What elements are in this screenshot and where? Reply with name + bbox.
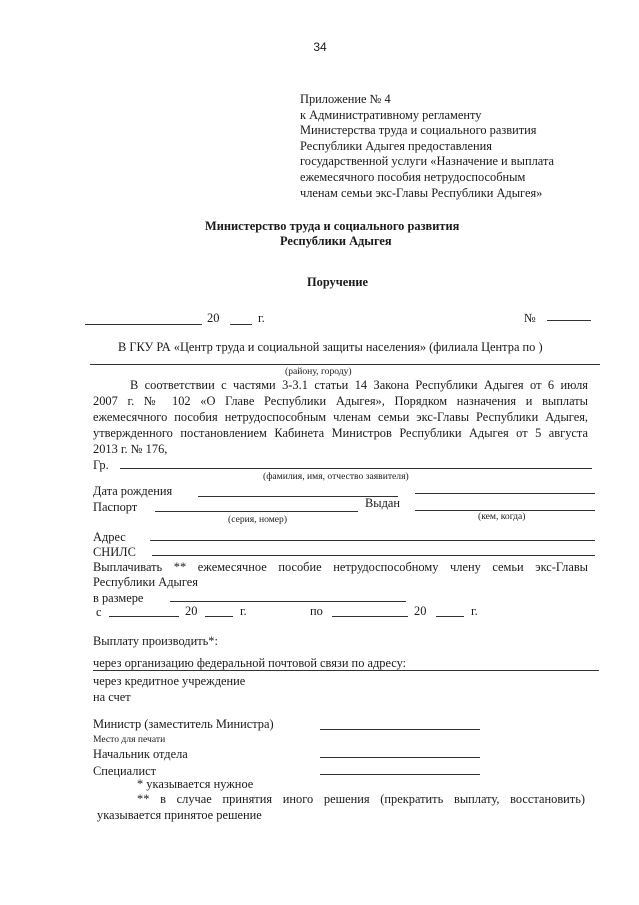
via-bank: через кредитное учреждение (93, 674, 246, 688)
payment-method-label: Выплату производить*: (93, 634, 218, 648)
minister-signature-field[interactable] (320, 729, 480, 730)
post-address-field[interactable] (93, 670, 599, 671)
appendix-block (300, 92, 554, 201)
issued-caption: (кем, когда) (478, 511, 526, 522)
payment-line-2: Республики Адыгея (93, 575, 198, 589)
amount-field[interactable] (170, 601, 406, 602)
minister-label: Министр (заместитель Министра) (93, 717, 274, 731)
period-to-label: по (310, 604, 323, 618)
body-line: В соответствии с частями 3-3.1 статьи 14 Закона Республики Адыгея от 6 июля (130, 378, 588, 392)
appendix-line: Республики Адыгея предоставления (300, 138, 492, 153)
appendix-line: государственной услуги «Назначение и выплата (300, 154, 555, 169)
period-to-g: г. (471, 604, 478, 618)
bank-account-label: на счет (93, 690, 131, 704)
date-day-month-field[interactable] (85, 324, 202, 325)
specialist-label: Специалист (93, 764, 156, 778)
date-year-prefix: 20 (207, 311, 220, 325)
address-label: Адрес (93, 530, 126, 544)
body-line: 2007 г. № 102 «О Главе Республики Адыгея», Порядком назначения и выплаты (93, 394, 588, 408)
document-number-field[interactable] (547, 320, 591, 321)
birth-date-field-extra[interactable] (415, 493, 595, 494)
date-year-suffix: г. (258, 311, 265, 325)
period-to-year: 20 (414, 604, 427, 618)
ministry-title-2: Республики Адыгея (280, 234, 392, 248)
appendix-line: Министерства труда и социального развития (300, 123, 537, 138)
district-field[interactable] (90, 364, 600, 365)
passport-label: Паспорт (93, 500, 138, 514)
series-caption: (серия, номер) (228, 514, 288, 525)
footnote-2: ** в случае принятия иного решения (прекратить выплату, восстановить) (137, 792, 585, 806)
citizen-name-field[interactable] (120, 468, 592, 469)
dept-head-signature-field[interactable] (320, 757, 480, 758)
period-from-year-field[interactable] (205, 616, 233, 617)
appendix-line: к Административному регламенту (300, 107, 482, 122)
footnote-1: * указывается нужное (137, 777, 254, 791)
amount-label: в размере (93, 591, 144, 605)
ministry-title: Министерство труда и социального развития (205, 219, 460, 233)
body-line: ежемесячного пособия нетрудоспособным членам семьи экс-Главы Республики Адыгея, (93, 410, 588, 424)
via-post: через организацию федеральной почтовой связи по адресу: (93, 656, 407, 670)
district-caption: (району, городу) (285, 366, 352, 377)
birth-date-label: Дата рождения (93, 484, 173, 498)
seal-label: Место для печати (93, 734, 166, 745)
appendix-line: членам семьи экс-Главы Республики Адыгея» (300, 185, 543, 200)
fio-caption: (фамилия, имя, отчество заявителя) (263, 471, 409, 482)
specialist-signature-field[interactable] (320, 774, 480, 775)
citizen-label: Гр. (93, 458, 109, 472)
period-from-g: г. (240, 604, 247, 618)
document-title: Поручение (307, 275, 369, 289)
issued-label: Выдан (365, 496, 401, 510)
period-from-label: с (96, 605, 102, 619)
appendix-line: Приложение № 4 (300, 92, 391, 106)
appendix-line: ежемесячного пособия нетрудоспособным (300, 169, 526, 184)
period-from-year: 20 (185, 604, 198, 618)
snils-field[interactable] (152, 555, 595, 556)
snils-label: СНИЛС (93, 545, 136, 559)
body-line: утвержденного постановлением Кабинета Министров Республики Адыгея от 5 августа (93, 426, 588, 440)
dept-head-label: Начальник отдела (93, 747, 188, 761)
footnote-2-cont: указывается принятое решение (97, 808, 262, 822)
body-line: 2013 г. № 176, (93, 442, 168, 456)
date-year-field[interactable] (230, 324, 252, 325)
page-number: 34 (313, 40, 327, 54)
passport-series-field[interactable] (155, 511, 358, 512)
period-to-field[interactable] (332, 616, 408, 617)
address-field[interactable] (150, 540, 595, 541)
payment-line: Выплачивать ** ежемесячное пособие нетрудоспособному члену семьи экс-Главы (93, 560, 588, 574)
number-sign: № (524, 311, 536, 325)
period-from-field[interactable] (109, 616, 179, 617)
recipient-line: В ГКУ РА «Центр труда и социальной защиты населения» (филиала Центра по ) (118, 340, 543, 354)
period-to-year-field[interactable] (436, 616, 464, 617)
